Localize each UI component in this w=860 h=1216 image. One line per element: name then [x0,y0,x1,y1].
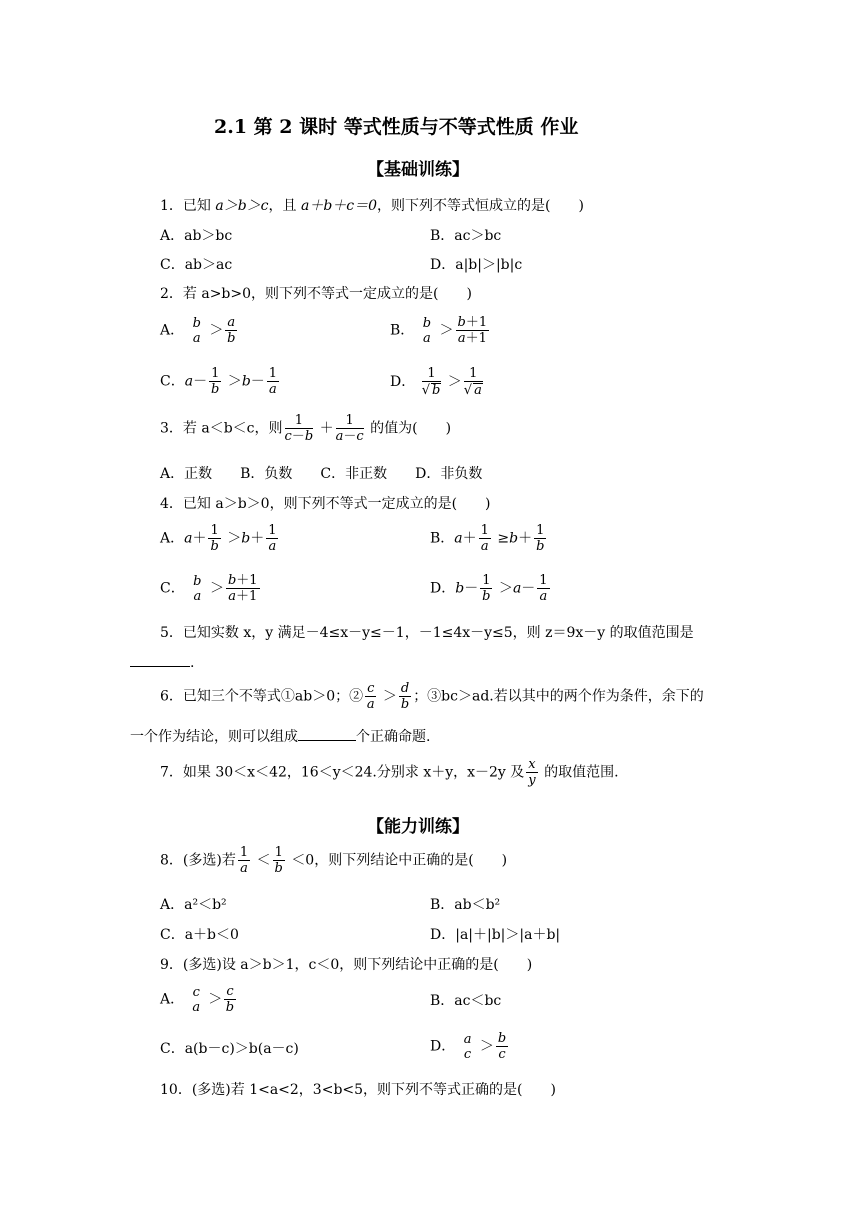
question-5: 5．已知实数 x，y 满足－4≤x－y≤－1，－1≤4x－y≤5，则 z＝9x－y 的取值范围是 [160,625,694,641]
q1-option-a: A．ab＞bc [160,228,233,244]
question-10: 10．(多选)若 1<a<2，3<b<5，则下列不等式正确的是( ) [160,1082,556,1098]
section-ability: 【能力训练】 [367,817,469,837]
q4-option-a: A．a＋ $\frac{1}{b}$ ＞b＋ $\frac{1}{a}$ [160,523,277,554]
question-4: 4．已知 a＞b＞0，则下列不等式一定成立的是( ) [160,496,491,512]
question-7: 7．如果 30＜x＜42，16＜y＜24.分别求 x＋y，x－2y 及 $\frac{x}{y}$ 的取值范围. [160,757,619,788]
q9-option-b: B．ac＜bc [430,993,502,1009]
q2-option-b: B． b a ＞ $\frac{b+1}{a+1}$ [390,315,488,346]
q9-option-c: C．a(b－c)＞b(a－c) [160,1041,299,1057]
q8-option-b: B．ab＜b² [430,897,501,913]
q8-option-c: C．a＋b＜0 [160,927,239,943]
question-9: 9．(多选)设 a＞b＞1，c＜0，则下列结论中正确的是( ) [160,957,533,973]
question-3: 3．若 a＜b＜c，则 $\frac{1}{c-b}$ ＋ $\frac{1}{a-c}$ 的值为( ) [160,413,452,444]
q5-blank-line: . [130,654,194,670]
q3-options: A．正数 B．负数 C．非正数 D．非负数 [160,466,483,482]
q1-option-c: C．ab＞ac [160,257,233,273]
q4-option-b: B．a＋ $\frac{1}{a}$ ≥b＋ $\frac{1}{b}$ [430,523,545,554]
q1-option-d: D．a|b|＞|b|c [430,257,523,273]
q2-option-c: C．a－ $\frac{1}{b}$ ＞b－ $\frac{1}{a}$ [160,366,278,397]
question-8: 8．(多选)若 $\frac{1}{a}$ ＜ $\frac{1}{b}$ ＜0，则下列结论中正确的是( ) [160,845,508,876]
answer-blank [298,728,356,741]
section-basic: 【基础训练】 [367,160,469,180]
q4-option-d: D．b－ $\frac{1}{b}$ ＞a－ $\frac{1}{a}$ [430,573,548,604]
page-title: 2.1 第 2 课时 等式性质与不等式性质 作业 [214,116,579,138]
question-1: 1．已知 a＞b＞c，且 a＋b＋c＝0，则下列不等式恒成立的是( ) [160,198,584,214]
q8-option-d: D．|a|＋|b|＞|a＋b| [430,927,561,943]
q1-option-b: B．ac＞bc [430,228,502,244]
q9-option-a: A． c a ＞ $\frac{c}{b}$ [160,984,235,1015]
q4-option-c: C． b a ＞ $\frac{b+1}{a+1}$ [160,573,258,604]
question-6-line-2: 一个作为结论，则可以组成 个正确命题. [130,729,431,745]
q2-option-a: A． b a ＞ $\frac{a}{b}$ [160,315,236,346]
q2-option-d: D． $\frac{1}{√ b}$ ＞ $\frac{1}{√ a}$ [390,366,482,398]
question-2: 2．若 a>b>0，则下列不等式一定成立的是( ) [160,286,472,302]
answer-blank [130,654,190,667]
q9-option-d: D． a c ＞ $\frac{b}{c}$ [430,1031,507,1062]
question-6: 6．已知三个不等式①ab＞0；② $\frac{c}{a}$ ＞ $\frac{d}{b}$ ；③bc＞ad.若以其中的两个作为条件，余下的 [160,681,704,712]
q8-option-a: A．a²＜b² [160,897,227,913]
